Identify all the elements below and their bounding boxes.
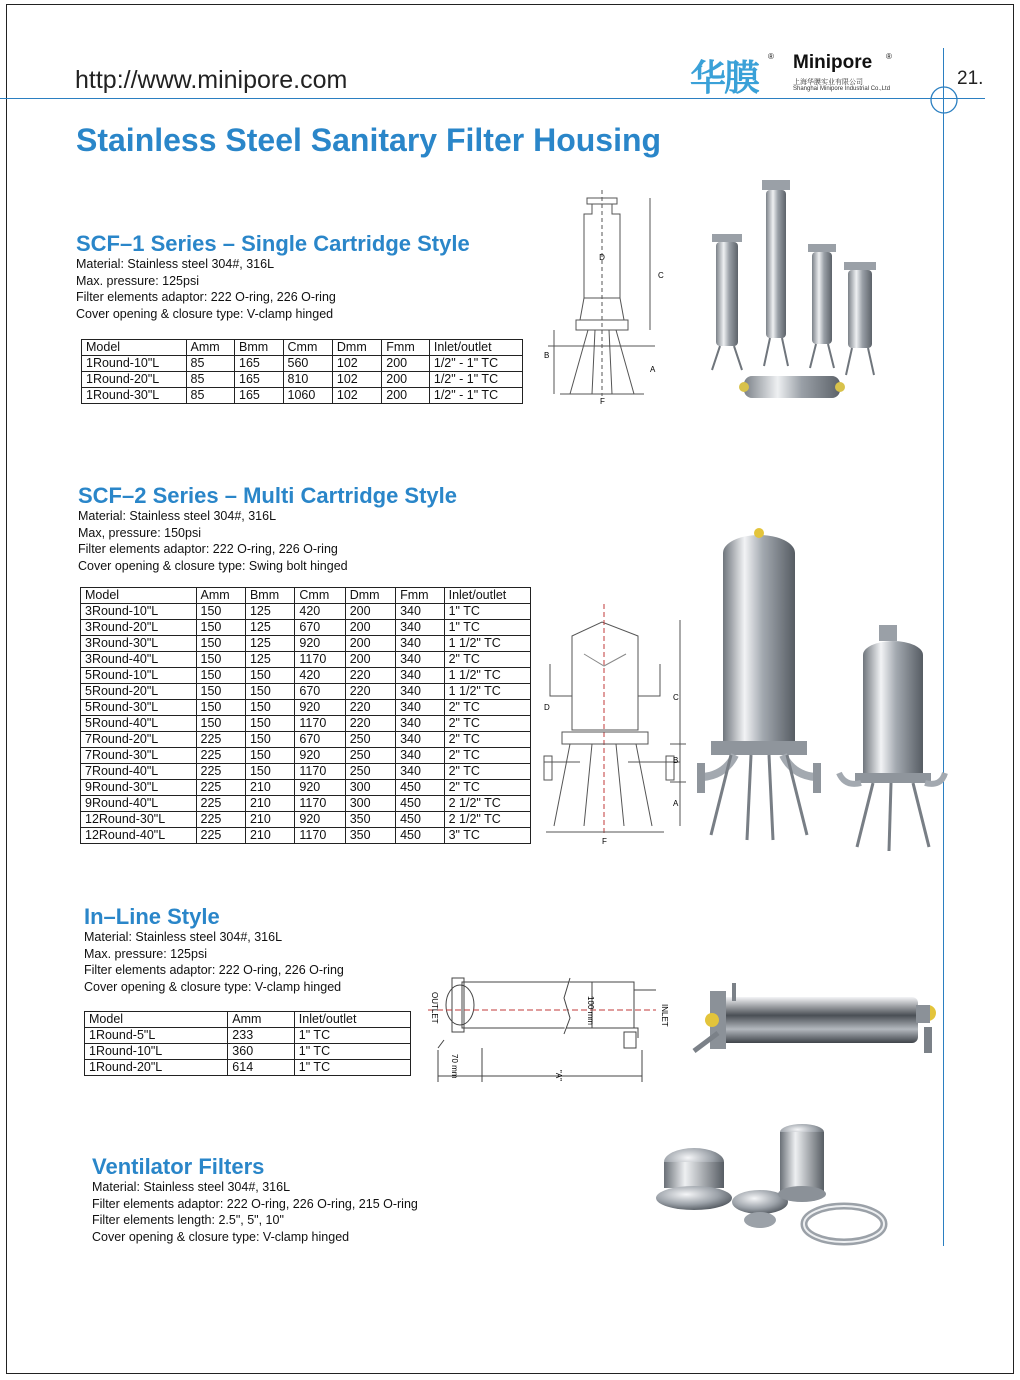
table-cell: 200 xyxy=(382,388,430,404)
table-cell: 1" TC xyxy=(444,620,530,636)
table-cell: 560 xyxy=(283,356,332,372)
scf1-dimension-diagram xyxy=(540,186,664,406)
diagram-label-f: F xyxy=(600,397,605,406)
header-rule xyxy=(0,98,985,99)
table-cell: 200 xyxy=(382,372,430,388)
table-cell: 250 xyxy=(345,732,395,748)
table-cell: 3Round-20"L xyxy=(81,620,197,636)
column-header: Fmm xyxy=(382,340,430,356)
diagram-label-100mm: 100 mm xyxy=(586,996,595,1025)
table-cell: 360 xyxy=(228,1044,295,1060)
table-row xyxy=(85,1060,411,1076)
diagram-label-a: "A" xyxy=(554,1070,563,1082)
table-cell: 2" TC xyxy=(444,732,530,748)
table-cell: 220 xyxy=(345,668,395,684)
column-header: Inlet/outlet xyxy=(444,588,530,604)
table-cell: 150 xyxy=(196,684,245,700)
column-header: Amm xyxy=(228,1012,295,1028)
table-cell: 1 1/2" TC xyxy=(444,636,530,652)
table-row xyxy=(85,1028,411,1044)
table-cell: 1060 xyxy=(283,388,332,404)
table-cell: 210 xyxy=(245,812,294,828)
table-cell: 150 xyxy=(245,668,294,684)
table-cell: 200 xyxy=(345,620,395,636)
inline-table xyxy=(84,1011,411,1076)
table-cell: 2" TC xyxy=(444,716,530,732)
diagram-label-b: B xyxy=(673,756,679,765)
table-row xyxy=(81,700,531,716)
table-cell: 340 xyxy=(396,668,445,684)
table-cell: 150 xyxy=(245,732,294,748)
diagram-label-b: B xyxy=(544,351,550,360)
diagram-label-a: A xyxy=(673,799,679,808)
table-cell: 1Round-5"L xyxy=(85,1028,228,1044)
table-cell: 2" TC xyxy=(444,748,530,764)
table-cell: 1170 xyxy=(295,796,345,812)
table-cell: 1170 xyxy=(295,652,345,668)
table-cell: 7Round-20"L xyxy=(81,732,197,748)
table-row xyxy=(81,716,531,732)
table-cell: 250 xyxy=(345,748,395,764)
table-cell: 340 xyxy=(396,604,445,620)
logo-subtitle-cn: 上海华膜实业有限公司 xyxy=(793,79,863,86)
ventilator-product-photo xyxy=(650,1110,890,1255)
diagram-label-c: C xyxy=(658,271,664,280)
table-cell: 350 xyxy=(345,828,395,844)
spec-line: Cover opening & closure type: V-clamp hinged xyxy=(76,306,334,321)
column-header: Bmm xyxy=(245,588,294,604)
page-number: 21. xyxy=(957,68,984,89)
scf1-title: SCF–1 Series – Single Cartridge Style xyxy=(76,231,470,256)
table-cell: 300 xyxy=(345,780,395,796)
table-cell: 2 1/2" TC xyxy=(444,796,530,812)
table-cell: 1" TC xyxy=(444,604,530,620)
table-row xyxy=(81,748,531,764)
table-cell: 1Round-30"L xyxy=(82,388,187,404)
spec-line: Filter elements adaptor: 222 O-ring, 226 O-ring, 215 O-ring xyxy=(92,1196,418,1211)
table-cell: 150 xyxy=(245,700,294,716)
table-cell: 1Round-10"L xyxy=(85,1044,228,1060)
table-cell: 225 xyxy=(196,780,245,796)
table-cell: 125 xyxy=(245,604,294,620)
crosshair-circle-icon xyxy=(928,84,960,116)
spec-line: Max. pressure: 125psi xyxy=(76,273,199,288)
table-cell: 810 xyxy=(283,372,332,388)
table-cell: 420 xyxy=(295,604,345,620)
diagram-label-outlet: OUTLET xyxy=(430,992,439,1024)
table-cell: 150 xyxy=(245,748,294,764)
table-header-row xyxy=(81,588,531,604)
spec-line: Filter elements adaptor: 222 O-ring, 226 O-ring xyxy=(84,963,344,977)
table-cell: 12Round-30"L xyxy=(81,812,197,828)
table-row xyxy=(81,652,531,668)
spec-line: Material: Stainless steel 304#, 316L xyxy=(78,509,277,523)
table-cell: 1170 xyxy=(295,764,345,780)
table-cell: 150 xyxy=(196,604,245,620)
column-header: Bmm xyxy=(235,340,284,356)
table-cell: 150 xyxy=(196,716,245,732)
table-cell: 220 xyxy=(345,684,395,700)
table-cell: 200 xyxy=(345,652,395,668)
table-cell: 1 1/2" TC xyxy=(444,668,530,684)
table-cell: 920 xyxy=(295,700,345,716)
table-cell: 225 xyxy=(196,748,245,764)
table-cell: 150 xyxy=(196,700,245,716)
ventilator-specs xyxy=(92,1179,418,1245)
table-row xyxy=(81,668,531,684)
table-cell: 102 xyxy=(332,356,381,372)
table-cell: 150 xyxy=(196,652,245,668)
table-cell: 165 xyxy=(235,356,284,372)
table-cell: 340 xyxy=(396,684,445,700)
table-cell: 920 xyxy=(295,636,345,652)
spec-line: Material: Stainless steel 304#, 316L xyxy=(84,930,283,944)
table-cell: 920 xyxy=(295,812,345,828)
table-cell: 250 xyxy=(345,764,395,780)
inline-product-photo xyxy=(688,975,943,1065)
table-cell: 1" TC xyxy=(294,1028,410,1044)
table-cell: 2" TC xyxy=(444,652,530,668)
table-cell: 9Round-40"L xyxy=(81,796,197,812)
table-row xyxy=(81,796,531,812)
table-cell: 5Round-20"L xyxy=(81,684,197,700)
table-row xyxy=(81,764,531,780)
table-row xyxy=(81,604,531,620)
spec-line: Filter elements length: 2.5", 5", 10" xyxy=(92,1213,284,1227)
table-cell: 920 xyxy=(295,780,345,796)
table-cell: 85 xyxy=(186,372,235,388)
diagram-label-c: C xyxy=(673,693,679,702)
logo-subtitle-en: Shanghai Minipore Industrial Co.,Ltd xyxy=(793,86,891,92)
column-header: Amm xyxy=(186,340,235,356)
column-header: Model xyxy=(85,1012,228,1028)
table-cell: 350 xyxy=(345,812,395,828)
table-cell: 125 xyxy=(245,652,294,668)
table-cell: 340 xyxy=(396,636,445,652)
table-cell: 3" TC xyxy=(444,828,530,844)
column-header: Cmm xyxy=(295,588,345,604)
table-cell: 5Round-30"L xyxy=(81,700,197,716)
table-cell: 2 1/2" TC xyxy=(444,812,530,828)
table-cell: 1170 xyxy=(295,716,345,732)
table-cell: 450 xyxy=(396,812,445,828)
table-header-row xyxy=(85,1012,411,1028)
spec-line: Cover opening & closure type: V-clamp hinged xyxy=(92,1229,350,1244)
table-cell: 102 xyxy=(332,372,381,388)
column-header: Dmm xyxy=(332,340,381,356)
table-cell: 340 xyxy=(396,764,445,780)
table-cell: 150 xyxy=(245,684,294,700)
table-cell: 210 xyxy=(245,828,294,844)
table-cell: 340 xyxy=(396,700,445,716)
table-cell: 225 xyxy=(196,732,245,748)
diagram-label-d: D xyxy=(599,253,605,262)
table-cell: 340 xyxy=(396,732,445,748)
table-cell: 225 xyxy=(196,796,245,812)
spec-line: Max, pressure: 150psi xyxy=(78,525,201,540)
diagram-label-f: F xyxy=(602,837,607,846)
spec-line: Material: Stainless steel 304#, 316L xyxy=(76,257,275,271)
table-cell: 1" TC xyxy=(294,1044,410,1060)
table-row xyxy=(81,732,531,748)
table-cell: 614 xyxy=(228,1060,295,1076)
table-cell: 670 xyxy=(295,732,345,748)
table-cell: 165 xyxy=(235,388,284,404)
table-cell: 7Round-30"L xyxy=(81,748,197,764)
table-cell: 220 xyxy=(345,716,395,732)
table-cell: 233 xyxy=(228,1028,295,1044)
spec-line: Filter elements adaptor: 222 O-ring, 226 O-ring xyxy=(78,542,338,556)
column-header: Fmm xyxy=(396,588,445,604)
scf2-dimension-diagram xyxy=(540,600,690,845)
column-header: Inlet/outlet xyxy=(294,1012,410,1028)
table-cell: 1/2" - 1" TC xyxy=(429,388,522,404)
table-cell: 2" TC xyxy=(444,764,530,780)
table-cell: 200 xyxy=(382,356,430,372)
table-row xyxy=(85,1044,411,1060)
table-cell: 670 xyxy=(295,684,345,700)
table-cell: 85 xyxy=(186,388,235,404)
ventilator-title: Ventilator Filters xyxy=(92,1154,265,1179)
diagram-label-70mm: 70 mm xyxy=(450,1054,459,1079)
table-cell: 3Round-30"L xyxy=(81,636,197,652)
scf2-title: SCF–2 Series – Multi Cartridge Style xyxy=(78,483,458,508)
table-cell: 12Round-40"L xyxy=(81,828,197,844)
logo-chinese: 华膜 xyxy=(690,57,759,98)
table-cell: 150 xyxy=(245,764,294,780)
table-cell: 150 xyxy=(196,668,245,684)
table-cell: 450 xyxy=(396,780,445,796)
inline-title: In–Line Style xyxy=(84,904,220,929)
spec-line: Cover opening & closure type: V-clamp hinged xyxy=(84,979,342,994)
inline-dimension-diagram xyxy=(424,970,674,1085)
table-cell: 1/2" - 1" TC xyxy=(429,372,522,388)
table-cell: 210 xyxy=(245,796,294,812)
table-cell: 2" TC xyxy=(444,780,530,796)
inline-specs xyxy=(84,929,344,995)
spec-line: Cover opening & closure type: Swing bolt hinged xyxy=(78,558,348,573)
table-cell: 1Round-10"L xyxy=(82,356,187,372)
table-cell: 7Round-40"L xyxy=(81,764,197,780)
table-cell: 340 xyxy=(396,748,445,764)
table-cell: 5Round-40"L xyxy=(81,716,197,732)
table-cell: 1Round-20"L xyxy=(85,1060,228,1076)
table-cell: 1/2" - 1" TC xyxy=(429,356,522,372)
table-cell: 2" TC xyxy=(444,700,530,716)
column-header: Model xyxy=(82,340,187,356)
table-cell: 125 xyxy=(245,620,294,636)
table-row xyxy=(81,812,531,828)
column-header: Cmm xyxy=(283,340,332,356)
spec-line: Material: Stainless steel 304#, 316L xyxy=(92,1180,291,1194)
table-cell: 200 xyxy=(345,636,395,652)
table-cell: 1" TC xyxy=(294,1060,410,1076)
table-cell: 670 xyxy=(295,620,345,636)
scf1-specs xyxy=(76,256,336,322)
column-header: Inlet/outlet xyxy=(429,340,522,356)
table-cell: 340 xyxy=(396,716,445,732)
scf2-table xyxy=(80,587,531,844)
column-header: Dmm xyxy=(345,588,395,604)
table-cell: 450 xyxy=(396,828,445,844)
table-cell: 165 xyxy=(235,372,284,388)
table-row xyxy=(81,636,531,652)
table-cell: 85 xyxy=(186,356,235,372)
table-cell: 300 xyxy=(345,796,395,812)
table-cell: 150 xyxy=(196,620,245,636)
table-cell: 210 xyxy=(245,780,294,796)
scf1-product-photo xyxy=(700,170,930,410)
table-row xyxy=(82,356,523,372)
table-cell: 150 xyxy=(245,716,294,732)
table-cell: 125 xyxy=(245,636,294,652)
table-cell: 225 xyxy=(196,828,245,844)
table-cell: 1170 xyxy=(295,828,345,844)
table-cell: 102 xyxy=(332,388,381,404)
logo-english: Minipore xyxy=(793,52,873,73)
table-cell: 920 xyxy=(295,748,345,764)
table-header-row xyxy=(82,340,523,356)
table-cell: 1Round-20"L xyxy=(82,372,187,388)
table-cell: 150 xyxy=(196,636,245,652)
spec-line: Max. pressure: 125psi xyxy=(84,946,207,961)
website-url[interactable]: http://www.minipore.com xyxy=(75,66,348,94)
table-cell: 3Round-40"L xyxy=(81,652,197,668)
table-cell: 340 xyxy=(396,620,445,636)
table-cell: 3Round-10"L xyxy=(81,604,197,620)
column-header: Amm xyxy=(196,588,245,604)
diagram-label-a: A xyxy=(650,365,656,374)
diagram-label-inlet: INLET xyxy=(660,1004,669,1027)
table-cell: 450 xyxy=(396,796,445,812)
table-row xyxy=(81,620,531,636)
scf1-table xyxy=(81,339,523,404)
table-cell: 5Round-10"L xyxy=(81,668,197,684)
column-header: Model xyxy=(81,588,197,604)
table-row xyxy=(82,388,523,404)
table-cell: 1 1/2" TC xyxy=(444,684,530,700)
table-cell: 9Round-30"L xyxy=(81,780,197,796)
table-cell: 200 xyxy=(345,604,395,620)
scf2-product-photo xyxy=(695,525,945,855)
spec-line: Filter elements adaptor: 222 O-ring, 226 O-ring xyxy=(76,290,336,304)
table-row xyxy=(81,684,531,700)
table-cell: 420 xyxy=(295,668,345,684)
table-row xyxy=(81,780,531,796)
diagram-label-d: D xyxy=(544,703,550,712)
table-cell: 225 xyxy=(196,812,245,828)
table-row xyxy=(82,372,523,388)
table-cell: 220 xyxy=(345,700,395,716)
company-logo: 华膜 ® Minipore ® 上海华膜实业有限公司 Shanghai Minipore Industrial Co.,Ltd xyxy=(690,50,922,96)
table-cell: 225 xyxy=(196,764,245,780)
page-title: Stainless Steel Sanitary Filter Housing xyxy=(76,122,662,158)
scf2-specs xyxy=(78,508,348,574)
table-cell: 340 xyxy=(396,652,445,668)
table-row xyxy=(81,828,531,844)
